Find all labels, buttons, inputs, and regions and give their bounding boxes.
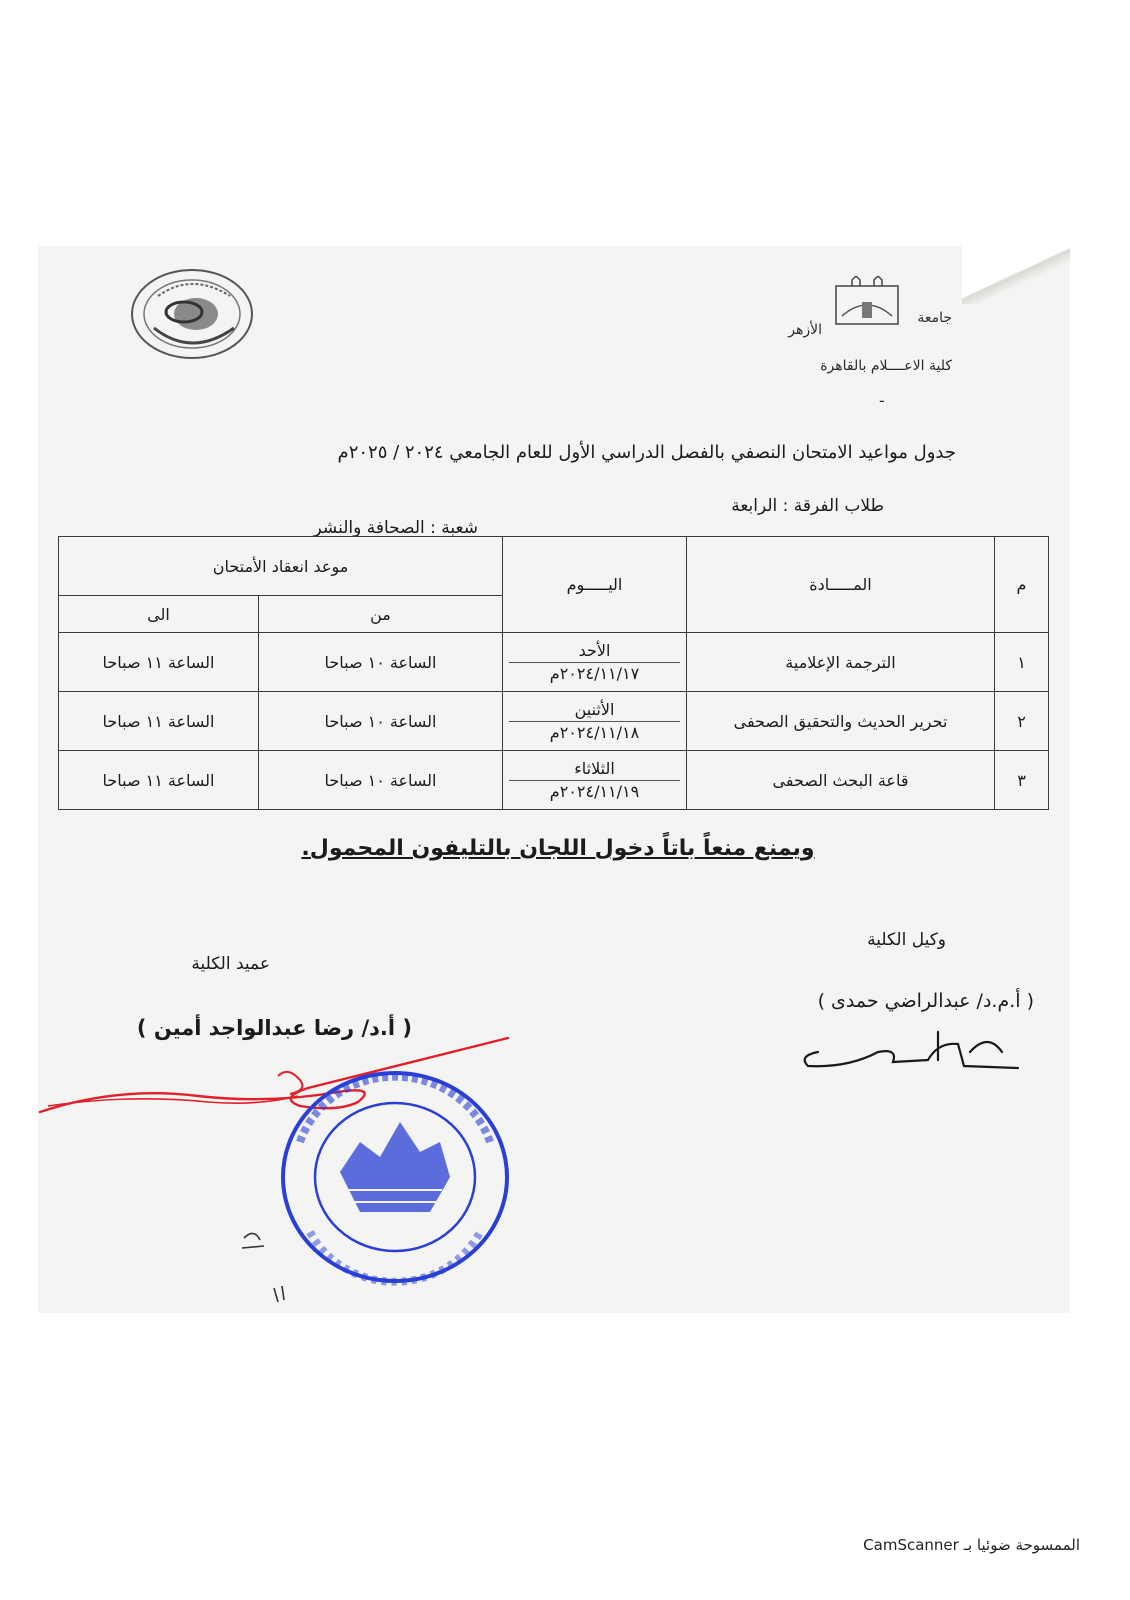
phone-warning: ويمنع منعاً باتاً دخول اللجان بالتليفون المحمول. xyxy=(301,836,815,861)
row-date: ٢٠٢٤/١١/١٧م xyxy=(509,662,680,685)
handwritten-marks-icon xyxy=(234,1218,294,1308)
vice-dean-title: وكيل الكلية xyxy=(867,930,946,950)
page-title: جدول مواعيد الامتحان النصفي بالفصل الدراسي الأول للعام الجامعي ٢٠٢٤ / ٢٠٢٥م xyxy=(337,442,956,463)
university-name-line2: الأزهر xyxy=(788,322,822,338)
header-to: الى xyxy=(59,596,259,633)
row-from: الساعة ١٠ صباحا xyxy=(259,633,503,692)
azhar-crest-icon xyxy=(832,276,902,328)
scanner-footer: الممسوحة ضوئيا بـ CamScanner xyxy=(863,1536,1080,1554)
dean-name: ( أ.د/ رضا عبدالواجد أمين ) xyxy=(136,1016,412,1040)
page-fold xyxy=(962,246,1070,304)
row-subject: قاعة البحث الصحفى xyxy=(687,751,995,810)
class-line: طلاب الفرقة : الرابعة xyxy=(731,496,884,516)
faculty-name: كلية الاعــــلام بالقاهرة xyxy=(820,358,952,374)
row-date: ٢٠٢٤/١١/١٨م xyxy=(509,721,680,744)
row-day-date xyxy=(503,633,687,692)
university-name-line1: جامعة xyxy=(917,310,952,326)
row-subject: تحرير الحديث والتحقيق الصحفى xyxy=(687,692,995,751)
row-from: الساعة ١٠ صباحا xyxy=(259,751,503,810)
row-num: ٢ xyxy=(995,692,1049,751)
official-stamp-icon xyxy=(270,1062,520,1292)
vice-dean-signature-icon xyxy=(788,1022,1028,1082)
header-dash: ـ xyxy=(879,390,884,406)
document-sheet xyxy=(38,246,1070,1313)
header-day: اليـــــوم xyxy=(503,537,687,633)
exam-schedule-table xyxy=(58,536,1049,810)
faculty-logo-icon xyxy=(124,266,264,366)
row-to: الساعة ١١ صباحا xyxy=(59,692,259,751)
row-day-date xyxy=(503,751,687,810)
row-date: ٢٠٢٤/١١/١٩م xyxy=(509,780,680,803)
row-to: الساعة ١١ صباحا xyxy=(59,633,259,692)
vice-dean-name: ( أ.م.د/ عبدالراضي حمدى ) xyxy=(817,990,1034,1012)
row-to: الساعة ١١ صباحا xyxy=(59,751,259,810)
row-num: ١ xyxy=(995,633,1049,692)
header-num: م xyxy=(995,537,1049,633)
header-subject: المـــــادة xyxy=(687,537,995,633)
table-row xyxy=(59,633,1049,692)
header-from: من xyxy=(259,596,503,633)
table-row xyxy=(59,692,1049,751)
row-day: الأثنين xyxy=(574,699,615,719)
row-subject: الترجمة الإعلامية xyxy=(687,633,995,692)
division-line: شعبة : الصحافة والنشر xyxy=(313,518,478,538)
header-exam-time: موعد انعقاد الأمتحان xyxy=(59,537,503,596)
row-day: الأحد xyxy=(578,640,611,660)
row-num: ٣ xyxy=(995,751,1049,810)
table-row xyxy=(59,751,1049,810)
row-day: الثلاثاء xyxy=(574,758,615,778)
dean-title: عميد الكلية xyxy=(191,954,270,974)
row-day-date xyxy=(503,692,687,751)
row-from: الساعة ١٠ صباحا xyxy=(259,692,503,751)
